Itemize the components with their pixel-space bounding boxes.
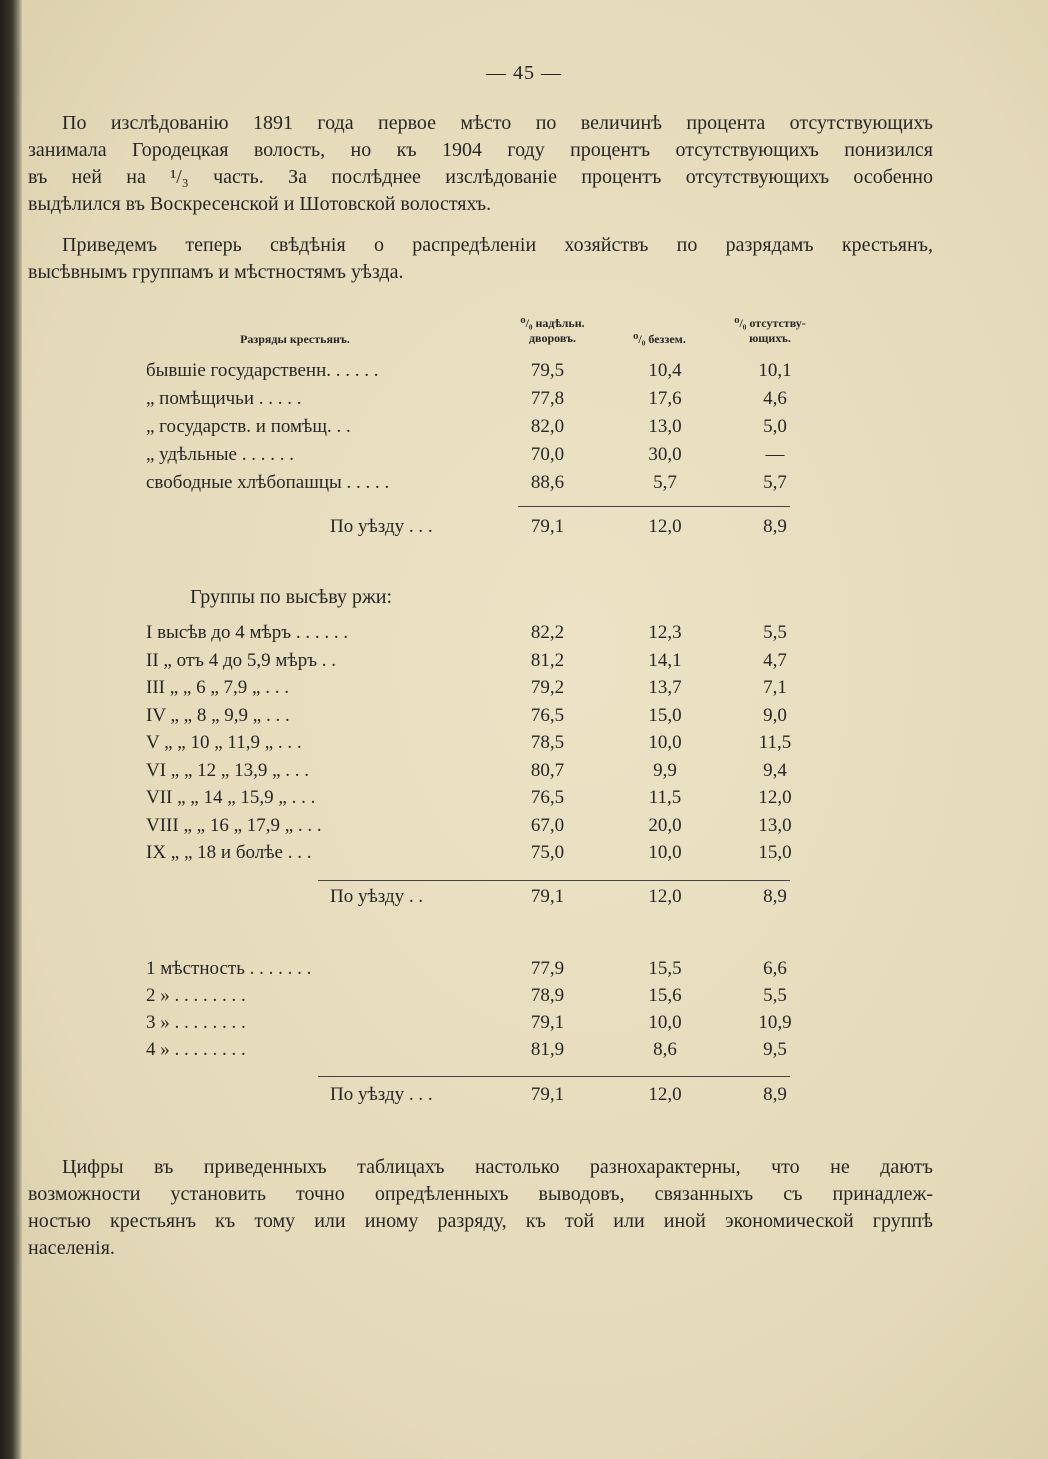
total-value: 8,9 (763, 886, 787, 907)
table-row (0, 985, 1048, 1011)
table-row (0, 705, 1048, 731)
cell-value: 10,1 (758, 360, 792, 381)
text-line: населенія. (28, 1237, 115, 1259)
cell-value: 11,5 (758, 732, 792, 753)
cell-value: 4,6 (763, 388, 787, 409)
table-row (0, 1012, 1048, 1038)
row-label: V „ „ 10 „ 11,9 „ . . . (146, 732, 302, 753)
paragraph-conclusion (28, 1154, 933, 1262)
text-line: возможности установить точно опредѣленныхъ выводовъ, связанныхъ съ принадлеж- (28, 1183, 933, 1205)
cell-value: 5,7 (763, 472, 787, 493)
cell-value: 14,1 (648, 649, 682, 671)
cell-value: 77,8 (530, 388, 565, 409)
cell-value: 4,7 (763, 649, 787, 671)
cell-value: 15,0 (758, 842, 792, 863)
text-line: занимала Городецкая волость, но къ 1904 году процентъ отсутствующихъ понизился (28, 139, 933, 161)
cell-value: 30,0 (648, 444, 682, 465)
cell-value: 78,9 (530, 985, 565, 1006)
cell-value: 15,0 (648, 704, 682, 726)
text-line: Цифры въ приведенныхъ таблицахъ настолько разнохарактерны, что не даютъ (62, 1156, 933, 1178)
cell-value: 9,5 (763, 1039, 787, 1060)
cell-value: 79,2 (530, 677, 565, 698)
header-absent: ⁰/₀ отсутству- ющихъ. (734, 316, 806, 345)
table-total-row (0, 1084, 1048, 1110)
cell-value: 9,4 (763, 759, 787, 781)
total-label: По уѣзду . . (330, 886, 424, 907)
text-line: высѣвнымъ группамъ и мѣстностямъ уѣзда. (28, 261, 404, 283)
table-row (0, 787, 1048, 813)
cell-value: 11,5 (648, 787, 682, 808)
cell-value: 10,0 (648, 842, 682, 863)
row-label: VIII „ „ 16 „ 17,9 „ . . . (146, 814, 322, 836)
cell-value: 9,0 (763, 704, 787, 726)
total-value: 8,9 (763, 516, 787, 537)
cell-value: 70,0 (530, 444, 565, 465)
table-total-row (0, 886, 1048, 912)
cell-value: 10,0 (648, 1012, 682, 1033)
total-value: 12,0 (648, 886, 682, 907)
total-value: 8,9 (763, 1084, 787, 1105)
row-label: IX „ „ 18 и болѣе . . . (146, 842, 312, 863)
total-value: 79,1 (530, 516, 565, 537)
row-label: 2 » . . . . . . . . (146, 985, 246, 1006)
cell-value: 82,2 (530, 622, 565, 643)
cell-value: 81,2 (530, 649, 565, 671)
text-line: въ ней на ¹/₃ часть. За послѣднее изслѣдованіе процентъ отсутствующихъ особенно (28, 166, 933, 188)
total-value: 12,0 (648, 1084, 682, 1105)
table-row (0, 842, 1048, 868)
row-label: „ удѣльные . . . . . . (146, 444, 294, 465)
header-allotment-households: ⁰/₀ надѣльн. дворовъ. (520, 316, 585, 345)
total-label: По уѣзду . . . (330, 1084, 433, 1105)
cell-value: 13,0 (648, 416, 682, 437)
page-number: — 45 — (486, 62, 562, 84)
table-row (0, 815, 1048, 841)
text-line: Приведемъ теперь свѣдѣнія о распредѣленіи хозяйствъ по разрядамъ крестьянъ, (62, 234, 933, 256)
cell-value: 67,0 (530, 814, 565, 836)
table-total-row (0, 516, 1048, 542)
cell-value: 80,7 (530, 759, 565, 781)
cell-value: 15,6 (648, 985, 682, 1006)
cell-value: 10,0 (648, 732, 682, 753)
table-row (0, 650, 1048, 676)
row-label: IV „ „ 8 „ 9,9 „ . . . (146, 704, 290, 726)
total-label: По уѣзду . . . (330, 516, 433, 537)
cell-value: 13,7 (648, 677, 682, 698)
cell-value: 9,9 (653, 759, 677, 781)
text-line: ностью крестьянъ къ тому или иному разряду, къ той или иной экономической группѣ (28, 1210, 933, 1232)
row-label: 3 » . . . . . . . . (146, 1012, 246, 1033)
cell-value: 13,0 (758, 814, 792, 836)
cell-value: 5,5 (763, 622, 787, 643)
cell-value: 15,5 (648, 958, 682, 979)
row-label: бывшіе государственн. . . . . . (146, 360, 379, 381)
cell-value: 79,1 (530, 1012, 565, 1033)
row-label: VII „ „ 14 „ 15,9 „ . . . (146, 787, 316, 808)
cell-value: 75,0 (530, 842, 565, 863)
row-label: II „ отъ 4 до 5,9 мѣръ . . (146, 649, 337, 671)
cell-value: 6,6 (763, 958, 787, 979)
cell-value: 10,9 (758, 1012, 792, 1033)
cell-value: 5,7 (653, 472, 677, 493)
table-row (0, 472, 1048, 498)
cell-value: 17,6 (648, 388, 682, 409)
cell-value: 82,0 (530, 416, 565, 437)
row-label: VI „ „ 12 „ 13,9 „ . . . (146, 759, 310, 781)
table-row (0, 1039, 1048, 1065)
row-label: „ государств. и помѣщ. . . (146, 416, 351, 437)
cell-value: 76,5 (530, 704, 565, 726)
cell-value: 5,0 (763, 416, 787, 437)
total-value: 79,1 (530, 1084, 565, 1105)
table-row (0, 622, 1048, 648)
row-label: „ помѣщичьи . . . . . (146, 388, 302, 409)
row-label: III „ „ 6 „ 7,9 „ . . . (146, 677, 289, 698)
cell-value: 79,5 (530, 360, 565, 381)
total-rule (518, 506, 790, 507)
total-rule (318, 1076, 790, 1077)
total-value: 79,1 (530, 886, 565, 907)
row-label: 1 мѣстность . . . . . . . (146, 958, 312, 979)
cell-value: — (765, 444, 785, 465)
cell-value: 81,9 (530, 1039, 565, 1060)
cell-value: 10,4 (648, 360, 682, 381)
cell-value: 5,5 (763, 985, 787, 1006)
row-label: свободные хлѣбопашцы . . . . . (146, 472, 390, 493)
table-row (0, 416, 1048, 442)
total-rule (318, 880, 790, 881)
table-row (0, 760, 1048, 786)
cell-value: 77,9 (530, 958, 565, 979)
table-row (0, 732, 1048, 758)
row-label: I высѣв до 4 мѣръ . . . . . . (146, 622, 349, 643)
cell-value: 7,1 (763, 677, 787, 698)
cell-value: 76,5 (530, 787, 565, 808)
paragraph-transition (28, 232, 933, 286)
table-row (0, 958, 1048, 984)
header-category: Разряды крестьянъ. (240, 332, 350, 346)
cell-value: 12,3 (648, 622, 682, 643)
cell-value: 8,6 (653, 1039, 677, 1060)
cell-value: 88,6 (530, 472, 565, 493)
paragraph-intro (28, 110, 933, 218)
text-line: выдѣлился въ Воскресенской и Шотовской волостяхъ. (28, 193, 492, 215)
table-row (0, 388, 1048, 414)
text-line: По изслѣдованію 1891 года первое мѣсто по величинѣ процента отсутствующихъ (62, 112, 933, 134)
table-row (0, 444, 1048, 470)
table-row (0, 677, 1048, 703)
cell-value: 12,0 (758, 787, 792, 808)
total-value: 12,0 (648, 516, 682, 537)
table-row (0, 360, 1048, 386)
cell-value: 20,0 (648, 814, 682, 836)
header-landless: ⁰/₀ беззем. (633, 332, 686, 346)
section-title-rye-groups: Группы по высѣву ржи: (190, 586, 393, 608)
row-label: 4 » . . . . . . . . (146, 1039, 246, 1060)
cell-value: 78,5 (530, 732, 565, 753)
